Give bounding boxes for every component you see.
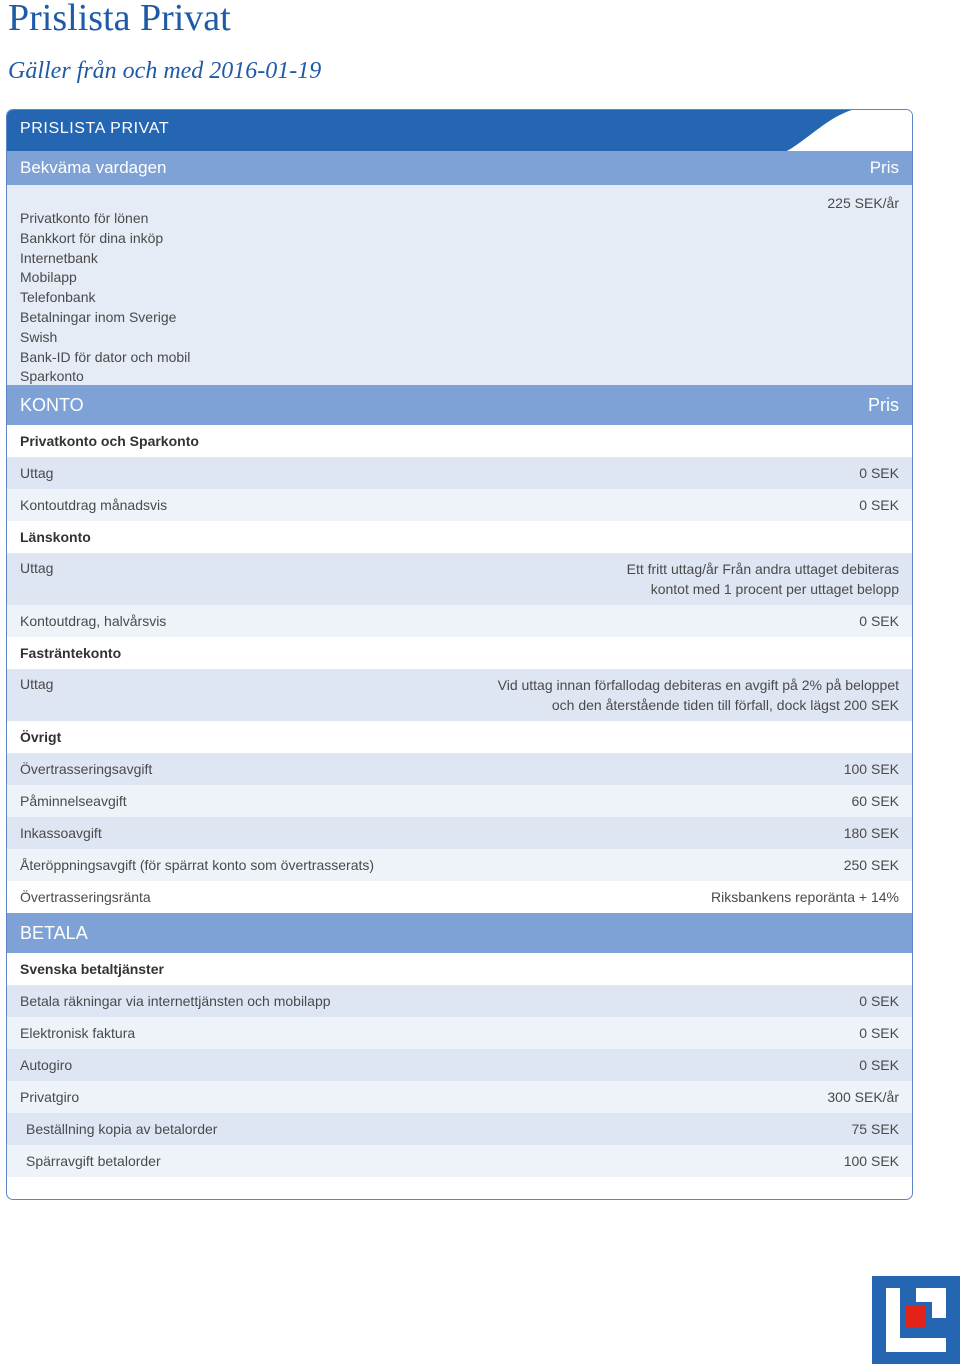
row-label: Uttag <box>20 560 54 576</box>
row-label: Beställning kopia av betalorder <box>26 1121 218 1137</box>
bank-logo-icon <box>872 1276 960 1364</box>
bundle-price: 225 SEK/år <box>827 195 899 211</box>
row-value: 250 SEK <box>843 857 899 873</box>
row-value: 0 SEK <box>859 497 899 513</box>
subsection-title: Svenska betaltjänster <box>7 953 912 985</box>
price-list-card <box>6 109 913 1200</box>
page-subtitle: Gäller från och med 2016-01-19 <box>8 58 322 84</box>
row-label: Inkassoavgift <box>20 825 102 841</box>
section-bundle-title: Bekväma vardagen <box>20 158 167 177</box>
table-row <box>7 1049 912 1081</box>
row-value: 0 SEK <box>859 993 899 1009</box>
row-value: 75 SEK <box>851 1121 899 1137</box>
row-value: 100 SEK <box>843 761 899 777</box>
table-row <box>7 849 912 881</box>
row-label: Autogiro <box>20 1057 73 1073</box>
table-row <box>7 669 912 721</box>
list-item: Privatkonto för lönen <box>20 210 149 226</box>
table-row <box>7 1081 912 1113</box>
list-item: Sparkonto <box>20 368 84 385</box>
list-item: Mobilapp <box>20 269 77 286</box>
table-row <box>7 753 912 785</box>
row-label: Kontoutdrag, halvårsvis <box>20 613 167 629</box>
section-konto-header <box>7 385 912 425</box>
row-value: 0 SEK <box>859 1057 899 1073</box>
row-value: Ett fritt uttag/år Från andra uttaget debiteras kontot med 1 procent per uttaget belopp <box>626 561 899 597</box>
row-label: Elektronisk faktura <box>20 1025 136 1041</box>
section-betala-header <box>7 913 912 953</box>
list-item: Bank-ID för dator och mobil <box>20 348 191 365</box>
bundle-list <box>20 195 190 385</box>
table-row <box>7 817 912 849</box>
section-konto-price-header: Pris <box>868 394 899 415</box>
row-label: Kontoutdrag månadsvis <box>20 497 168 513</box>
row-label: Återöppningsavgift (för spärrat konto som övertrasserats) <box>20 857 375 873</box>
section-bundle-header <box>7 151 912 185</box>
subsection-title: Länskonto <box>7 521 912 553</box>
row-label: Privatgiro <box>20 1089 80 1105</box>
table-row <box>7 553 912 605</box>
row-value: 300 SEK/år <box>827 1089 899 1105</box>
subsection-title: Övrigt <box>7 721 912 753</box>
table-row <box>7 1017 912 1049</box>
row-label: Övertrasseringsränta <box>20 889 151 905</box>
bundle-body <box>7 185 912 385</box>
row-label: Spärravgift betalorder <box>26 1153 161 1169</box>
table-row <box>7 985 912 1017</box>
list-item: Swish <box>20 328 58 345</box>
subsection-title: Fasträntekonto <box>7 637 912 669</box>
row-label: Uttag <box>20 465 54 481</box>
section-konto-title: KONTO <box>20 394 84 415</box>
list-item: Internetbank <box>20 249 98 266</box>
table-row <box>7 489 912 521</box>
row-label: Påminnelseavgift <box>20 793 127 809</box>
table-row <box>7 881 912 913</box>
row-value: 0 SEK <box>859 1025 899 1041</box>
table-row <box>7 605 912 637</box>
card-header-label: PRISLISTA PRIVAT <box>20 120 170 137</box>
row-value: Vid uttag innan förfallodag debiteras en avgift på 2% på beloppet och den återstående tiden till förfall, dock lägst 200 SEK <box>497 677 899 713</box>
row-value: 0 SEK <box>859 465 899 481</box>
table-row <box>7 457 912 489</box>
table-row <box>7 1113 912 1145</box>
list-item: Telefonbank <box>20 289 96 306</box>
section-betala-title: BETALA <box>20 922 88 943</box>
table-row <box>7 785 912 817</box>
list-item: Betalningar inom Sverige <box>20 308 177 325</box>
row-label: Betala räkningar via internettjänsten och mobilapp <box>20 993 331 1009</box>
row-value: 180 SEK <box>843 825 899 841</box>
row-label: Övertrasseringsavgift <box>20 761 153 777</box>
row-value: 100 SEK <box>843 1153 899 1169</box>
table-row <box>7 1145 912 1177</box>
row-value: Riksbankens reporänta + 14% <box>711 889 899 905</box>
section-bundle-price-header: Pris <box>869 158 899 177</box>
row-label: Uttag <box>20 676 54 692</box>
list-item: Bankkort för dina inköp <box>20 229 164 246</box>
row-value: 0 SEK <box>859 613 899 629</box>
row-value: 60 SEK <box>851 793 899 809</box>
card-header <box>7 110 912 151</box>
subsection-title: Privatkonto och Sparkonto <box>7 425 912 457</box>
page-title: Prislista Privat <box>8 0 231 39</box>
